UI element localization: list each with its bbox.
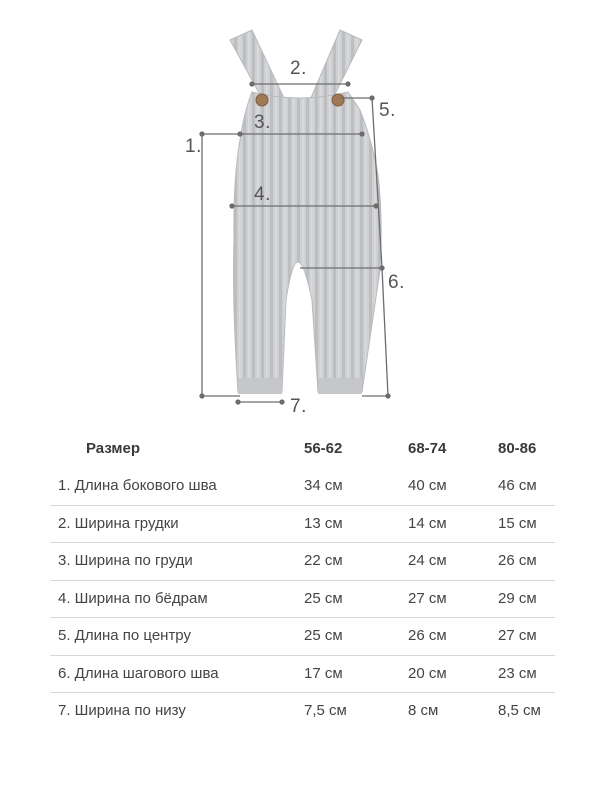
garment-body <box>234 92 382 392</box>
right-strap <box>310 30 362 104</box>
row-name: 6. Длина шагового шва <box>58 664 219 682</box>
row-value-a: 13 см <box>304 514 343 532</box>
row-value-b: 26 см <box>408 627 447 644</box>
measure-label-4: 4. <box>254 184 271 205</box>
left-button <box>256 94 268 106</box>
measure-label-6: 6. <box>388 272 405 293</box>
row-value-c: 8,5 см <box>498 702 541 719</box>
row-value-c: 26 см <box>498 552 537 569</box>
measure-label-1: 1. <box>185 136 202 157</box>
right-cuff <box>318 378 362 394</box>
table-row <box>50 693 555 730</box>
header-size-56-62: 56-62 <box>304 440 343 457</box>
row-value-a: 25 см <box>304 589 343 607</box>
header-size: Размер <box>86 440 141 457</box>
header-size-68-74: 68-74 <box>408 440 447 457</box>
row-value-c: 15 см <box>498 514 537 532</box>
row-value-c: 29 см <box>498 589 537 607</box>
measure-label-2: 2. <box>290 58 307 79</box>
table-row <box>50 543 555 581</box>
table-row <box>50 506 555 544</box>
measure-label-3: 3. <box>254 112 271 133</box>
table-row <box>50 581 555 619</box>
size-table <box>50 428 555 730</box>
right-button <box>332 94 344 106</box>
row-value-c: 27 см <box>498 627 537 644</box>
table-row <box>50 656 555 694</box>
row-name: 1. Длина бокового шва <box>58 477 217 494</box>
row-value-a: 34 см <box>304 477 343 494</box>
row-name: 4. Ширина по бёдрам <box>58 589 208 607</box>
row-value-b: 14 см <box>408 514 447 532</box>
row-value-c: 23 см <box>498 664 537 682</box>
row-value-a: 17 см <box>304 664 343 682</box>
row-value-b: 27 см <box>408 589 447 607</box>
left-cuff <box>238 378 282 394</box>
row-name: 2. Ширина грудки <box>58 514 179 532</box>
row-value-a: 7,5 см <box>304 702 347 719</box>
size-table-header <box>50 428 555 468</box>
row-value-c: 46 см <box>498 477 537 494</box>
row-value-a: 22 см <box>304 552 343 569</box>
measure-label-7: 7. <box>290 396 307 417</box>
table-row <box>50 468 555 506</box>
row-value-b: 8 см <box>408 702 439 719</box>
table-row <box>50 618 555 656</box>
row-name: 7. Ширина по низу <box>58 702 186 719</box>
row-value-a: 25 см <box>304 627 343 644</box>
row-name: 3. Ширина по груди <box>58 552 193 569</box>
row-value-b: 40 см <box>408 477 447 494</box>
row-name: 5. Длина по центру <box>58 627 191 644</box>
measure-label-5: 5. <box>379 100 396 121</box>
row-value-b: 24 см <box>408 552 447 569</box>
header-size-80-86: 80-86 <box>498 440 537 457</box>
row-value-b: 20 см <box>408 664 447 682</box>
